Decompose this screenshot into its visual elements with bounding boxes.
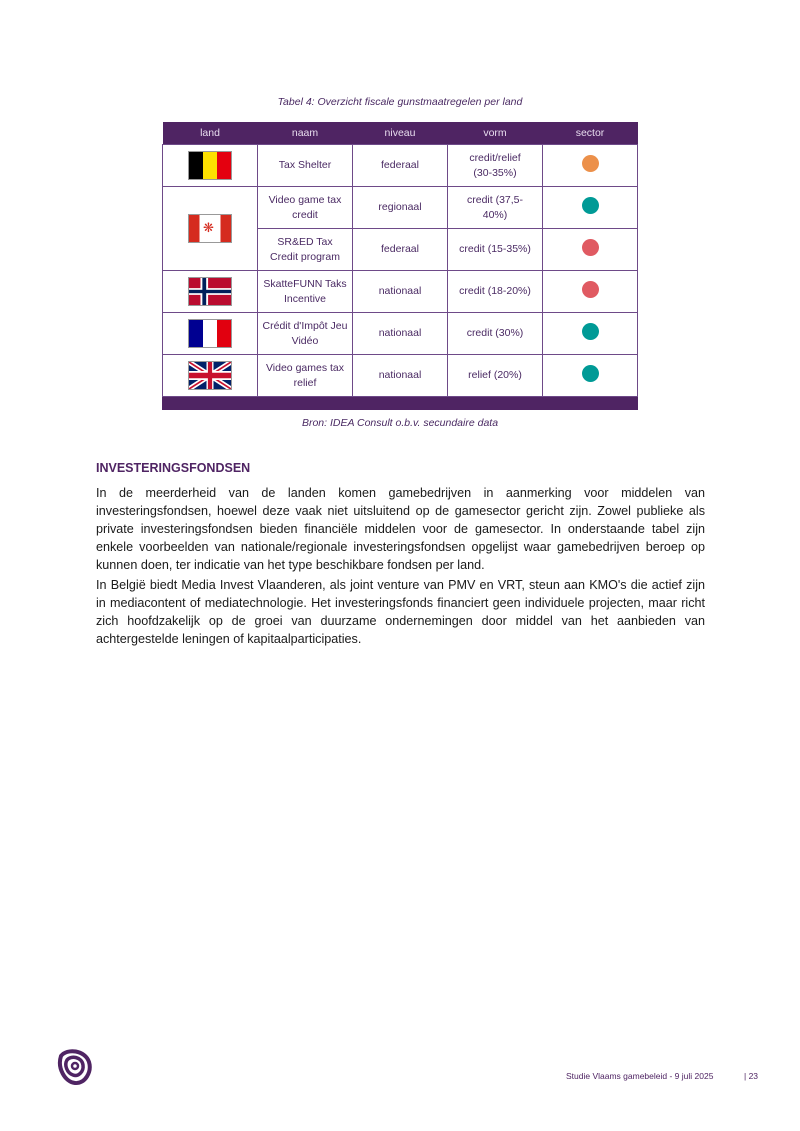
table-row [163, 355, 638, 397]
footer-title: Studie Vlaams gamebeleid - 9 juli 2025 [566, 1071, 714, 1081]
logo-icon [55, 1048, 93, 1086]
naam-cell: Tax Shelter [258, 145, 353, 187]
header-vorm: vorm [448, 122, 543, 145]
table-caption: Tabel 4: Overzicht fiscale gunstmaatregelen per land [277, 96, 523, 108]
vorm-cell: relief (20%) [448, 355, 543, 397]
naam-cell: Crédit d'Impôt Jeu Vidéo [258, 313, 353, 355]
france-flag-icon [188, 319, 232, 348]
sector-dot [582, 323, 599, 340]
table-row [163, 187, 638, 229]
naam-cell: Video games tax relief [258, 355, 353, 397]
header-niveau: niveau [353, 122, 448, 145]
naam-cell: SR&ED Tax Credit program [258, 229, 353, 271]
table-source: Bron: IDEA Consult o.b.v. secundaire data [301, 417, 499, 429]
vorm-cell: credit (15-35%) [448, 229, 543, 271]
paragraph: In de meerderheid van de landen komen gamebedrijven in aanmerking voor middelen van investeringsfondsen, hoewel deze vaak niet uitsluitend op de gamesector gericht zijn. Zowel publieke als private investeringsfondsen bieden financiële middelen voor de gamesector. In onderstaande tabel zijn enkele voorbeelden van nationale/regionale investeringsfondsen opgelijst waar gamebedrijven beroep op kunnen doen, ter indicatie van het type beschikbare fondsen per land. [96, 486, 705, 572]
table-row [163, 313, 638, 355]
niveau-cell: nationaal [353, 355, 448, 397]
vorm-cell: credit/relief (30-35%) [448, 145, 543, 187]
sector-dot [582, 281, 599, 298]
niveau-cell: federaal [353, 145, 448, 187]
header-naam: naam [258, 122, 353, 145]
niveau-cell: nationaal [353, 313, 448, 355]
canada-flag-icon: ❋ [188, 214, 232, 243]
header-sector: sector [543, 122, 638, 145]
uk-flag-icon [188, 361, 232, 390]
paragraph: In België biedt Media Invest Vlaanderen, als joint venture van PMV en VRT, steun aan KMO's die actief zijn in mediacontent of mediatechnologie. Het investeringsfonds financiert geen individuele projecten, maar richt zich hoofdzakelijk op de groei van duurzame ondernemingen door middel van het aanbieden van achtergestelde leningen of kapitaalparticipaties. [96, 578, 705, 646]
section-heading: INVESTERINGSFONDSEN [96, 461, 251, 475]
header-land: land [163, 122, 258, 145]
niveau-cell: regionaal [353, 187, 448, 229]
sector-dot [582, 365, 599, 382]
norway-flag-icon [188, 277, 232, 306]
naam-cell: SkatteFUNN Taks Incentive [258, 271, 353, 313]
table-row [163, 271, 638, 313]
vorm-cell: credit (30%) [448, 313, 543, 355]
table-footer-bar [163, 397, 638, 410]
niveau-cell: federaal [353, 229, 448, 271]
sector-dot [582, 155, 599, 172]
fiscal-measures-table [162, 122, 638, 410]
page-number: | 23 [744, 1071, 759, 1081]
niveau-cell: nationaal [353, 271, 448, 313]
table-row [163, 145, 638, 187]
vorm-cell: credit (37,5-40%) [448, 187, 543, 229]
sector-dot [582, 239, 599, 256]
belgium-flag-icon [188, 151, 232, 180]
vorm-cell: credit (18-20%) [448, 271, 543, 313]
naam-cell: Video game tax credit [258, 187, 353, 229]
sector-dot [582, 197, 599, 214]
